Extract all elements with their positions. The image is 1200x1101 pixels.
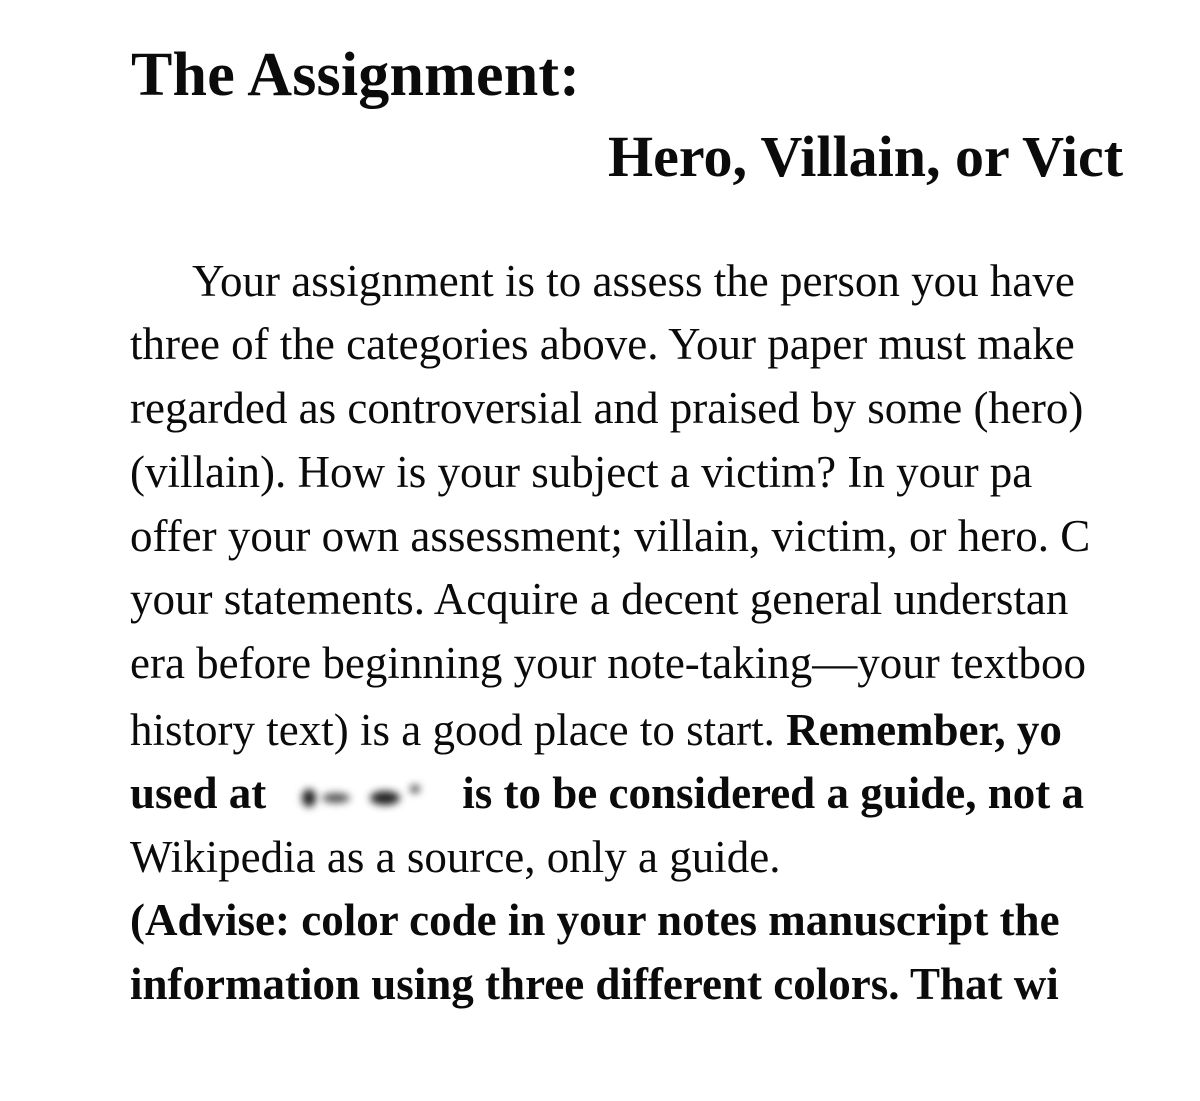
- paragraph-line-6: your statements. Acquire a decent general understan: [130, 574, 1069, 624]
- advise-line-1: (Advise: color code in your notes manuscript the: [130, 895, 1060, 945]
- guide-bold-text: is to be considered a guide, not a: [462, 768, 1084, 818]
- paragraph-line-10: Wikipedia as a source, only a guide.: [130, 832, 781, 882]
- remember-bold-text: Remember, yo: [786, 705, 1062, 755]
- used-at-text: used at: [130, 768, 267, 818]
- paragraph-line-2: three of the categories above. Your paper must make: [130, 319, 1075, 369]
- paragraph-line-3: regarded as controversial and praised by some (hero): [130, 383, 1084, 433]
- paragraph-line-7: era before beginning your note-taking—your textboo: [130, 638, 1086, 688]
- paragraph-line-1: Your assignment is to assess the person you have: [192, 256, 1075, 306]
- assignment-heading: The Assignment:: [131, 41, 581, 109]
- advise-line-2: information using three different colors. That wi: [130, 959, 1059, 1009]
- paragraph-line-9: [130, 768, 1084, 818]
- paragraph-line-4: (villain). How is your subject a victim? In your pa: [130, 447, 1033, 497]
- paragraph-line-5: offer your own assessment; villain, victim, or hero. C: [130, 511, 1091, 561]
- redacted-blur: [270, 781, 450, 815]
- paragraph-line-8: [130, 705, 1062, 755]
- assignment-subtitle: Hero, Villain, or Vict: [608, 124, 1124, 189]
- paragraph-line-8-text: history text) is a good place to start.: [130, 705, 775, 755]
